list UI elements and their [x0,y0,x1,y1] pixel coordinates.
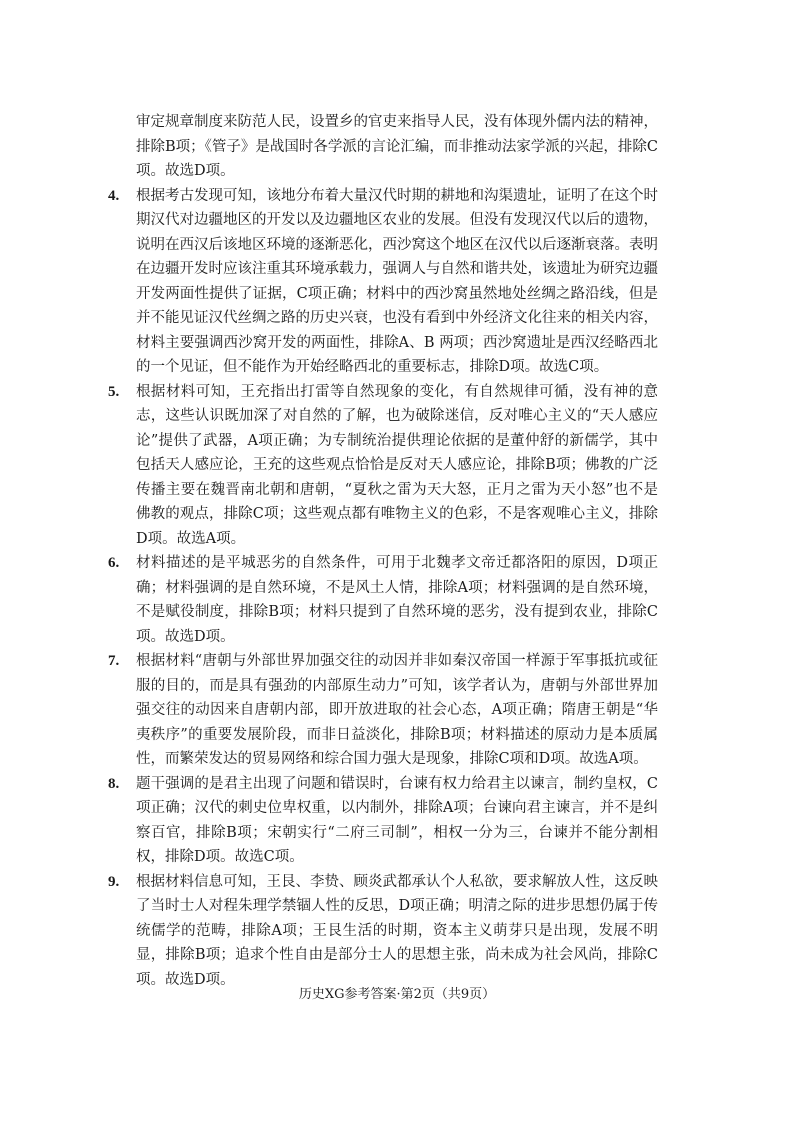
answer-item-5 [108,380,658,552]
answer-item-6 [108,551,658,649]
item-text: 根据材料“唐朝与外部世界加强交往的动因并非如秦汉帝国一样源于军事抵抗或征服的目的，而是具有强劲的内部原生动力”可知，该学者认为，唐朝与外部世界加强交往的动因来自唐朝内部，即开放进取的社会心态，A项正确；隋唐王朝是“华夷秩序”的重要发展阶段，而非日益淡化，排除B项；材料描述的原动力是本质属性，而繁荣发达的贸易网络和综合国力强大是现象，排除C项和D项。故选A项。 [136,653,658,767]
item-text: 题干强调的是君主出现了问题和错误时，台谏有权力给君主以谏言，制约皇权，C项正确；汉代的刺史位卑权重，以内制外，排除A项；台谏向君主谏言，并不是纠察百官，排除B项；宋朝实行“二府三司制”，相权一分为三，台谏并不能分割相权，排除D项。故选C项。 [136,775,658,865]
item-number: 6. [108,555,120,571]
item-number: 7. [108,653,120,669]
continued-answer-paragraph: 审定规章制度来防范人民，设置乡的官吏来指导人民，没有体现外儒内法的精神，排除B项；《管子》是战国时各学派的言论汇编，而非推动法家学派的兴起，排除C项。故选D项。 [136,114,658,179]
answer-item-9 [108,870,658,993]
item-text: 材料描述的是平城恶劣的自然条件，可用于北魏孝文帝迁都洛阳的原因，D项正确；材料强调的是自然环境，不是风土人情，排除A项；材料强调的是自然环境，不是赋役制度，排除B项；材料只提到了自然环境的恶劣，没有提到农业，排除C项。故选D项。 [136,555,658,645]
item-number: 4. [108,187,120,204]
item-text: 根据材料信息可知，王艮、李贽、顾炎武都承认个人私欲，要求解放人性，这反映了当时士人对程朱理学禁锢人性的反思，D项正确；明清之际的进步思想仍属于传统儒学的范畴，排除A项；王艮生活的时期，资本主义萌芽只是出现，发展不明显，排除B项；追求个性自由是部分士人的思想主张，尚未成为社会风尚，排除C项。故选D项。 [136,873,658,988]
item-number: 5. [108,383,120,400]
answer-item-8 [108,772,658,870]
answer-content [108,110,658,992]
item-number: 8. [108,775,120,792]
item-text: 根据考古发现可知，该地分布着大量汉代时期的耕地和沟渠遗址，证明了在这个时期汉代对边疆地区的开发以及边疆地区农业的发展。但没有发现汉代以后的遗物，说明在西汉后该地区环境的逐渐恶化，西沙窝这个地区在汉代以后逐渐衰落。表明在边疆开发时应该注重其环境承载力，强调人与自然和谐共处，该遗址为研究边疆开发两面性提供了证据，C项正确；材料中的西沙窝虽然地处丝绸之路沿线，但是并不能见证汉代丝绸之路的历史兴衰，也没有看到中外经济文化往来的相关内容，材料主要强调西沙窝开发的两面性，排除A、B 两项；西沙窝遗址是西汉经略西北的一个见证，但不能作为开始经略西北的重要标志，排除D项。故选C项。 [136,187,658,375]
item-number: 9. [108,873,120,890]
page-footer: 历史XG参考答案·第2页（共9页） [298,987,496,1002]
answer-item-4 [108,184,658,380]
item-text: 根据材料可知，王充指出打雷等自然现象的变化，有自然规律可循，没有神的意志，这些认识既加深了对自然的了解，也为破除迷信，反对唯心主义的“天人感应论”提供了武器，A项正确；为专制统治提供理论依据的是董仲舒的新儒学，其中包括天人感应论，王充的这些观点恰恰是反对天人感应论，排除B项；佛教的广泛传播主要在魏晋南北朝和唐朝，“夏秋之雷为天大怒，正月之雷为天小怒”也不是佛教的观点，排除C项；这些观点都有唯物主义的色彩，不是客观唯心主义，排除D项。故选A项。 [136,383,658,547]
answer-item-7 [108,649,658,772]
